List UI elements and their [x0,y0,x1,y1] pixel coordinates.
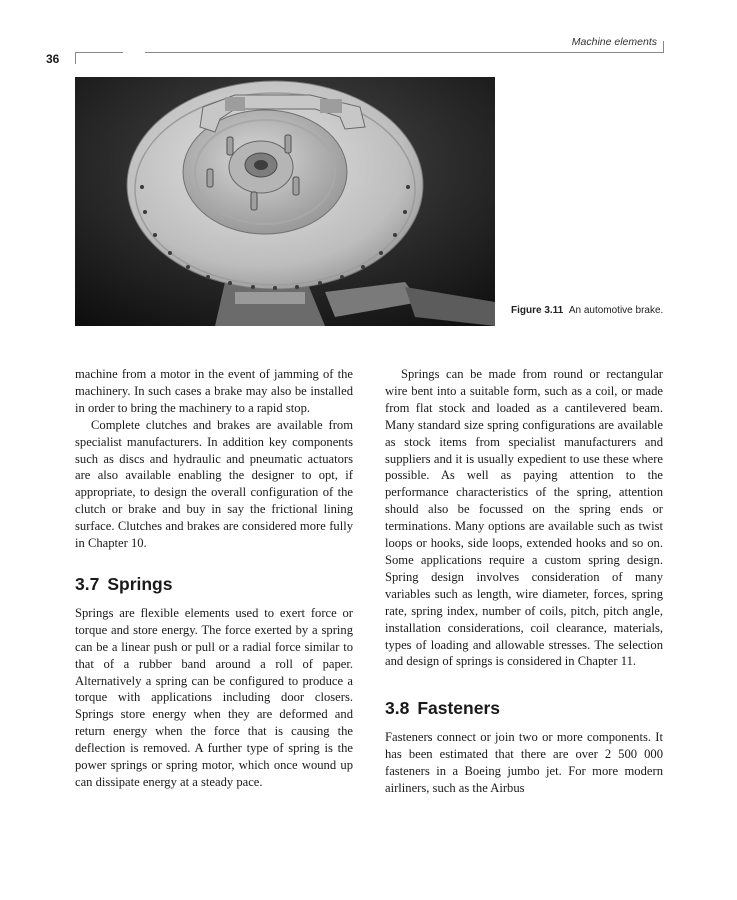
section-number: 3.8 [385,698,410,719]
section-title: Fasteners [417,698,501,719]
running-head: Machine elements [571,36,657,48]
section-heading-fasteners [385,700,663,717]
figure-caption-text: An automotive brake. [568,305,664,316]
right-column [385,366,663,797]
page-number: 36 [46,52,60,66]
section-title: Springs [107,573,173,594]
right-para-1: Springs can be made from round or rectangular wire bent into a suitable form, such as a coil, or made from flat stock and loaded as a cantilevered beam. Many standard size spring configurations are available as stock items from specialist manufacturers and suppliers and it is usually expedient to use these where possible. As well as paying attention to the performance characteristics of the spring, attention should also be focussed on the spring ends or terminations. Many options are available such as twist loops or hooks, side loops, extended hooks and so on. Some applications require a custom spring design. Spring design involves consideration of many variables such as length, wire diameter, forces, spring rate, spring index, number of coils, pitch, pitch angle, installation considerations, coil clearance, materials, types of loading and allowable stresses. The selection and design of springs is considered in Chapter 11. [385,367,663,669]
left-column [75,366,353,791]
left-para-1: machine from a motor in the event of jamming of the machinery. In such cases a brake may also be installed in order to bring the machinery to a rapid stop. [75,367,353,415]
brake-illustration [75,77,495,326]
header-rule-right [145,52,664,53]
figure-caption [511,304,671,317]
left-para-3: Springs are flexible elements used to exert force or torque and store energy. The force exerted by a spring can be a linear push or pull or a radial force similar to that of a rubber band around a roll of paper. Alternatively a spring can be configured to produce a torque with applications including door closers. Springs store energy when they are deformed and return energy when the force that is causing the deflection is removed. A further type of spring is the power springs or spring motor, which once wound up can dissipate energy at a steady pace. [75,605,353,789]
section-number: 3.7 [75,573,100,594]
header-tick-left [75,52,76,64]
section-heading-springs [75,573,353,594]
right-para-2: Fasteners connect or join two or more components. It has been estimated that there are over 2 500 000 fasteners in a Boeing jumbo jet. For more modern airliners, such as the Airbus [385,730,663,795]
header-rule-left [75,52,123,53]
figure-label: Figure 3.11 [511,305,564,316]
figure-photo-automotive-brake [75,77,495,326]
header-tick-right [663,41,664,53]
left-para-2: Complete clutches and brakes are available from specialist manufacturers. In addition key components such as discs and hydraulic and pneumatic actuators are also available enabling the designer to opt, if appropriate, to design the overall configuration of the clutch or brake and buy in say the frictional lining surface. Clutches and brakes are considered more fully in Chapter 10. [75,417,353,551]
